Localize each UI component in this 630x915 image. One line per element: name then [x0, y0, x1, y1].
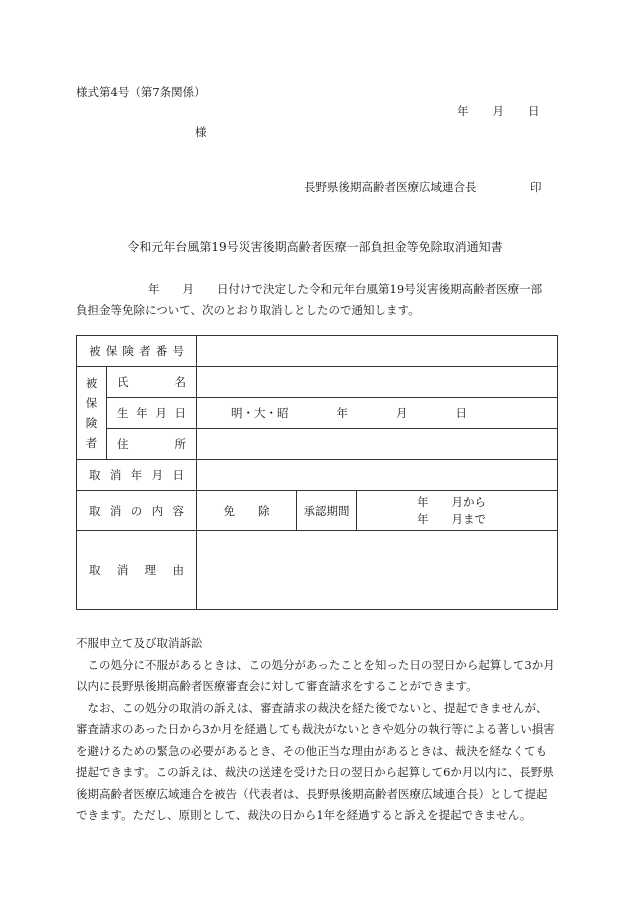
- issue-date-month: 月: [492, 104, 504, 118]
- appeal-heading: 不服申立て及び取消訴訟: [76, 636, 203, 650]
- appeal-paragraph-1: この処分に不服があるときは、この処分があったことを知った日の翌日から起算して3か月以内に長野県後期高齢者医療審査会に対して審査請求をすることができます。: [76, 657, 555, 693]
- address-label: 住所: [107, 429, 197, 460]
- address-value[interactable]: [197, 429, 558, 460]
- birthdate-month: 月: [396, 406, 408, 420]
- insured-number-label: 被保険者番号: [77, 336, 197, 367]
- document-title: 令和元年台風第19号災害後期高齢者医療一部負担金等免除取消通知書: [127, 240, 503, 254]
- issue-date-day: 日: [528, 104, 540, 118]
- name-label: 氏名: [107, 367, 197, 398]
- cancel-reason-label: 取消理由: [77, 531, 197, 610]
- insured-group-label: 被 保 険 者: [77, 367, 107, 460]
- birthdate-day: 日: [455, 406, 467, 420]
- cancel-date-value[interactable]: [197, 460, 558, 491]
- appeal-section: [76, 633, 557, 827]
- birthdate-era: 明・大・昭: [231, 406, 289, 420]
- issuer-name: 長野県後期高齢者医療広域連合長: [304, 180, 477, 194]
- appeal-paragraph-2: なお、この処分の取消の訴えは、審査請求の裁決を経た後でないと、提起できませんが、審査請求のあった日から3か月を経過しても裁決がないときや処分の執行等による著しい損害を避けるための緊急の必要があるとき、その他正当な理由があるときは、裁決を経なくても提起できます。この訴えは、裁決の送達を受けた日の翌日から起算して6か月以内に、長野県後期高齢者医療広域連合を被告（代表者は、長野県後期高齢者医療広域連合長）として提起できます。ただし、原則として、裁決の日から1年を経過すると訴えを提起できません。: [76, 700, 555, 822]
- birthdate-value[interactable]: [197, 398, 558, 429]
- seal-mark: 印: [530, 180, 542, 194]
- intro-paragraph: [76, 279, 556, 321]
- period-from: 年 月から: [417, 494, 486, 509]
- period-to: 年 月まで: [417, 511, 486, 526]
- insured-number-value[interactable]: [197, 336, 558, 367]
- issue-date: [457, 103, 540, 119]
- cancel-date-label: 取消年月日: [77, 460, 197, 491]
- cancel-content-label: 取消の内容: [77, 491, 197, 531]
- intro-line-1: 年 月 日付けで決定した令和元年台風第19号災害後期高齢者医療一部: [148, 282, 543, 296]
- details-table: [76, 335, 558, 610]
- issue-date-year: 年: [457, 104, 469, 118]
- intro-line-2: 負担金等免除について、次のとおり取消しとしたので通知します。: [76, 303, 420, 317]
- name-value[interactable]: [197, 367, 558, 398]
- birthdate-label: 生年月日: [107, 398, 197, 429]
- form-number: 様式第4号（第7条関係）: [76, 85, 206, 99]
- birthdate-year: 年: [336, 406, 348, 420]
- cancel-content-value: 免 除: [197, 491, 297, 531]
- addressee-suffix: 様: [195, 125, 207, 139]
- approval-period-value[interactable]: [357, 491, 558, 531]
- approval-period-label: 承認期間: [297, 491, 357, 531]
- cancel-reason-value[interactable]: [197, 531, 558, 610]
